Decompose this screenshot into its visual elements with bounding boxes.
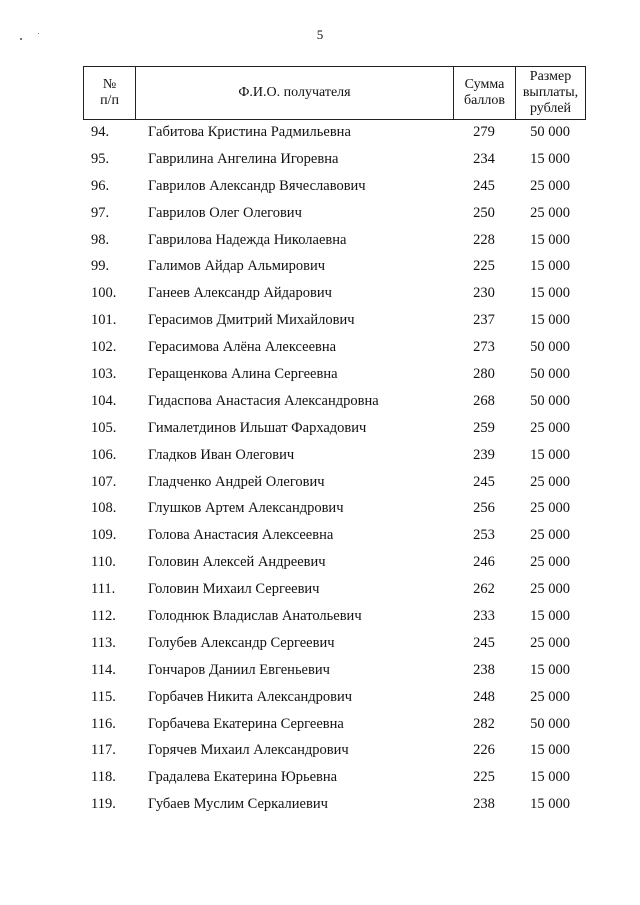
score-sum: 225 <box>473 769 495 786</box>
score-sum: 234 <box>473 150 495 167</box>
table-row <box>83 119 603 146</box>
score-sum: 238 <box>473 796 495 813</box>
recipient-name: Гималетдинов Ильшат Фархадович <box>148 419 367 436</box>
payment-amount: 15 000 <box>530 607 570 624</box>
header-num: № п/п <box>84 67 136 120</box>
recipient-name: Голубев Александр Сергеевич <box>148 634 335 651</box>
recipient-name: Голоднюк Владислав Анатольевич <box>148 607 362 624</box>
table-row <box>83 764 603 791</box>
row-number: 103. <box>91 365 117 382</box>
row-number: 111. <box>91 581 116 598</box>
score-sum: 259 <box>473 419 495 436</box>
recipient-name: Габитова Кристина Радмильевна <box>148 123 351 140</box>
payment-amount: 15 000 <box>530 742 570 759</box>
score-sum: 279 <box>473 123 495 140</box>
table-row <box>83 227 603 254</box>
recipient-name: Гаврилов Александр Вячеславович <box>148 177 366 194</box>
row-number: 108. <box>91 500 117 517</box>
table-row <box>83 791 603 818</box>
recipient-name: Гаврилов Олег Олегович <box>148 204 302 221</box>
row-number: 96. <box>91 177 110 194</box>
recipient-name: Гаврилина Ангелина Игоревна <box>148 150 339 167</box>
recipient-name: Глушков Артем Александрович <box>148 500 344 517</box>
row-number: 116. <box>91 715 116 732</box>
table-header <box>83 66 586 120</box>
table-row <box>83 253 603 280</box>
recipient-name: Головин Михаил Сергеевич <box>148 581 320 598</box>
row-number: 98. <box>91 231 110 248</box>
table-row <box>83 657 603 684</box>
recipient-name: Галимов Айдар Альмирович <box>148 258 326 275</box>
payment-amount: 15 000 <box>530 312 570 329</box>
payment-amount: 50 000 <box>530 339 570 356</box>
row-number: 107. <box>91 473 117 490</box>
score-sum: 245 <box>473 634 495 651</box>
score-sum: 248 <box>473 688 495 705</box>
row-number: 100. <box>91 285 117 302</box>
table-row <box>83 684 603 711</box>
score-sum: 237 <box>473 312 495 329</box>
table-row <box>83 495 603 522</box>
score-sum: 273 <box>473 339 495 356</box>
score-sum: 238 <box>473 661 495 678</box>
row-number: 106. <box>91 446 117 463</box>
header-payment: Размер выплаты, рублей <box>516 67 586 120</box>
recipient-name: Гидаспова Анастасия Александровна <box>148 392 379 409</box>
recipient-name: Гладченко Андрей Олегович <box>148 473 325 490</box>
row-number: 101. <box>91 312 117 329</box>
row-number: 118. <box>91 769 116 786</box>
payment-amount: 15 000 <box>530 150 570 167</box>
row-number: 97. <box>91 204 110 221</box>
score-sum: 230 <box>473 285 495 302</box>
payment-amount: 25 000 <box>530 473 570 490</box>
table-row <box>83 388 603 415</box>
row-number: 112. <box>91 607 116 624</box>
payment-amount: 15 000 <box>530 258 570 275</box>
score-sum: 233 <box>473 607 495 624</box>
table-row <box>83 200 603 227</box>
payment-amount: 50 000 <box>530 123 570 140</box>
payment-amount: 15 000 <box>530 661 570 678</box>
payment-amount: 50 000 <box>530 365 570 382</box>
payment-amount: 15 000 <box>530 796 570 813</box>
payment-amount: 25 000 <box>530 177 570 194</box>
row-number: 99. <box>91 258 110 275</box>
score-sum: 239 <box>473 446 495 463</box>
table-row <box>83 146 603 173</box>
recipient-name: Гончаров Даниил Евгеньевич <box>148 661 330 678</box>
payment-amount: 50 000 <box>530 392 570 409</box>
table-row <box>83 442 603 469</box>
payment-amount: 25 000 <box>530 204 570 221</box>
score-sum: 253 <box>473 527 495 544</box>
recipient-name: Гаврилова Надежда Николаевна <box>148 231 347 248</box>
payment-amount: 25 000 <box>530 634 570 651</box>
recipient-name: Гладков Иван Олегович <box>148 446 295 463</box>
row-number: 119. <box>91 796 116 813</box>
row-number: 109. <box>91 527 117 544</box>
recipient-name: Ганеев Александр Айдарович <box>148 285 332 302</box>
recipient-name: Горбачев Никита Александрович <box>148 688 353 705</box>
row-number: 117. <box>91 742 116 759</box>
recipient-name: Горбачева Екатерина Сергеевна <box>148 715 344 732</box>
row-number: 102. <box>91 339 117 356</box>
table-row <box>83 630 603 657</box>
row-number: 94. <box>91 123 110 140</box>
table-row <box>83 280 603 307</box>
table-row <box>83 549 603 576</box>
payment-amount: 15 000 <box>530 769 570 786</box>
row-number: 104. <box>91 392 117 409</box>
row-number: 105. <box>91 419 117 436</box>
score-sum: 225 <box>473 258 495 275</box>
score-sum: 250 <box>473 204 495 221</box>
table-row <box>83 603 603 630</box>
score-sum: 226 <box>473 742 495 759</box>
table-row <box>83 334 603 361</box>
table-row <box>83 522 603 549</box>
payment-amount: 15 000 <box>530 285 570 302</box>
recipient-name: Горячев Михаил Александрович <box>148 742 349 759</box>
recipient-name: Геращенкова Алина Сергеевна <box>148 365 338 382</box>
table-row <box>83 711 603 738</box>
table-row <box>83 737 603 764</box>
payment-amount: 25 000 <box>530 581 570 598</box>
score-sum: 256 <box>473 500 495 517</box>
score-sum: 245 <box>473 177 495 194</box>
row-number: 114. <box>91 661 116 678</box>
payment-amount: 25 000 <box>530 554 570 571</box>
recipient-name: Градалева Екатерина Юрьевна <box>148 769 338 786</box>
table-row <box>83 361 603 388</box>
score-sum: 245 <box>473 473 495 490</box>
recipient-name: Головин Алексей Андреевич <box>148 554 326 571</box>
table-row <box>83 307 603 334</box>
recipient-name: Голова Анастасия Алексеевна <box>148 527 334 544</box>
table-row <box>83 576 603 603</box>
payment-amount: 25 000 <box>530 527 570 544</box>
recipient-name: Губаев Муслим Серкалиевич <box>148 796 328 813</box>
recipient-name: Герасимова Алёна Алексеевна <box>148 339 337 356</box>
payment-amount: 25 000 <box>530 688 570 705</box>
score-sum: 262 <box>473 581 495 598</box>
page-number: 5 <box>316 27 324 42</box>
recipient-list <box>83 119 603 818</box>
payment-amount: 15 000 <box>530 446 570 463</box>
scan-speck <box>20 38 22 40</box>
table-row <box>83 173 603 200</box>
header-score: Сумма баллов <box>454 67 516 120</box>
score-sum: 280 <box>473 365 495 382</box>
table-row <box>83 469 603 496</box>
payment-amount: 25 000 <box>530 500 570 517</box>
row-number: 110. <box>91 554 116 571</box>
table-row <box>83 415 603 442</box>
score-sum: 228 <box>473 231 495 248</box>
header-name: Ф.И.О. получателя <box>136 67 454 120</box>
score-sum: 268 <box>473 392 495 409</box>
row-number: 115. <box>91 688 116 705</box>
scan-speck <box>38 33 39 34</box>
row-number: 113. <box>91 634 116 651</box>
recipient-name: Герасимов Дмитрий Михайлович <box>148 312 355 329</box>
payment-amount: 15 000 <box>530 231 570 248</box>
payment-amount: 50 000 <box>530 715 570 732</box>
payment-amount: 25 000 <box>530 419 570 436</box>
row-number: 95. <box>91 150 110 167</box>
score-sum: 246 <box>473 554 495 571</box>
score-sum: 282 <box>473 715 495 732</box>
